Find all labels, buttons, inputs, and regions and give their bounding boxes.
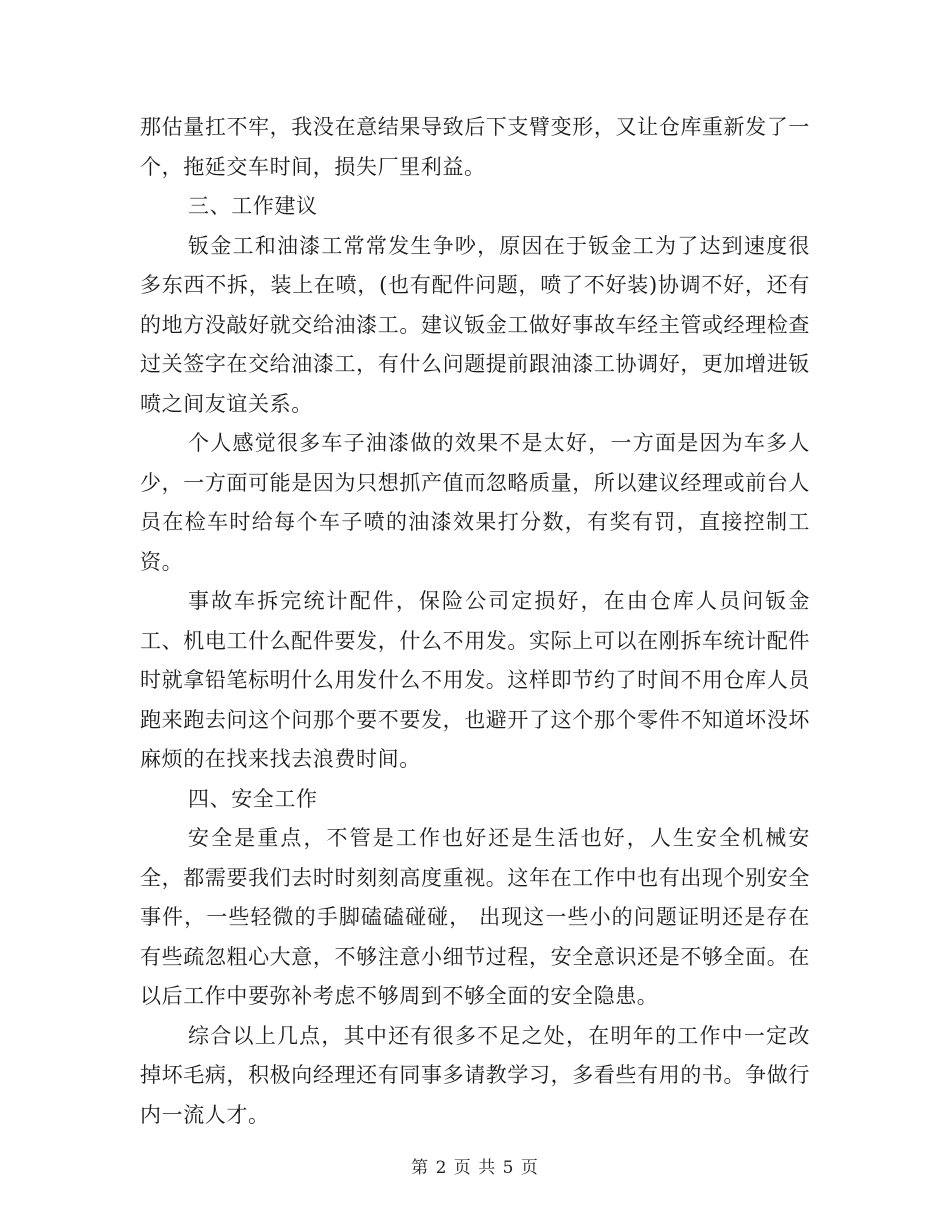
- paragraph-paint-quality: 个人感觉很多车子油漆做的效果不是太好，一方面是因为车多人少，一方面可能是因为只想抓产值而忽略质量，所以建议经理或前台人员在检车时给每个车子喷的油漆效果打分数，有奖有罚，直接控制工资。: [140, 431, 810, 574]
- document-body: [140, 108, 810, 1135]
- section-heading-suggestions: 三、工作建议: [188, 194, 318, 218]
- paragraph-parts-statistics: 事故车拆完统计配件，保险公司定损好，在由仓库人员问钣金工、机电工什么配件要发，什么不用发。实际上可以在刚拆车统计配件时就拿铅笔标明什么用发什么不用发。这样即节约了时间不用仓库人员跑来跑去问这个问那个要不要发，也避开了这个那个零件不知道坏没坏麻烦的在找来找去浪费时间。: [140, 589, 810, 771]
- paragraph-sheet-metal-paint: 钣金工和油漆工常常发生争吵，原因在于钣金工为了达到速度很多东西不拆，装上在喷，(也有配件问题，喷了不好装)协调不好，还有的地方没敲好就交给油漆工。建议钣金工做好事故车经主管或经理检查过关签字在交给油漆工，有什么问题提前跟油漆工协调好，更加增进钣喷之间友谊关系。: [140, 233, 810, 416]
- paragraph-continuation: 那估量扛不牢，我没在意结果导致后下支臂变形，又让仓库重新发了一个，拖延交车时间，损失厂里利益。: [140, 115, 810, 179]
- section-heading-safety: 四、安全工作: [188, 786, 318, 811]
- page-number-footer: 第 2 页 共 5 页: [411, 1158, 539, 1178]
- paragraph-safety: 安全是重点，不管是工作也好还是生活也好，人生安全机械安全，都需要我们去时时刻刻高度重视。这年在工作中也有出现个别安全事件，一些轻微的手脚磕磕碰碰， 出现这一些小的问题证明还是存在有些疏忽粗心大意，不够注意小细节过程，安全意识还是不够全面。在以后工作中要弥补考虑不够周到不够全面的安全隐患。: [140, 826, 810, 1008]
- paragraph-summary: 综合以上几点，其中还有很多不足之处，在明年的工作中一定改掉坏毛病，积极向经理还有同事多请教学习，多看些有用的书。争做行内一流人才。: [140, 1023, 810, 1127]
